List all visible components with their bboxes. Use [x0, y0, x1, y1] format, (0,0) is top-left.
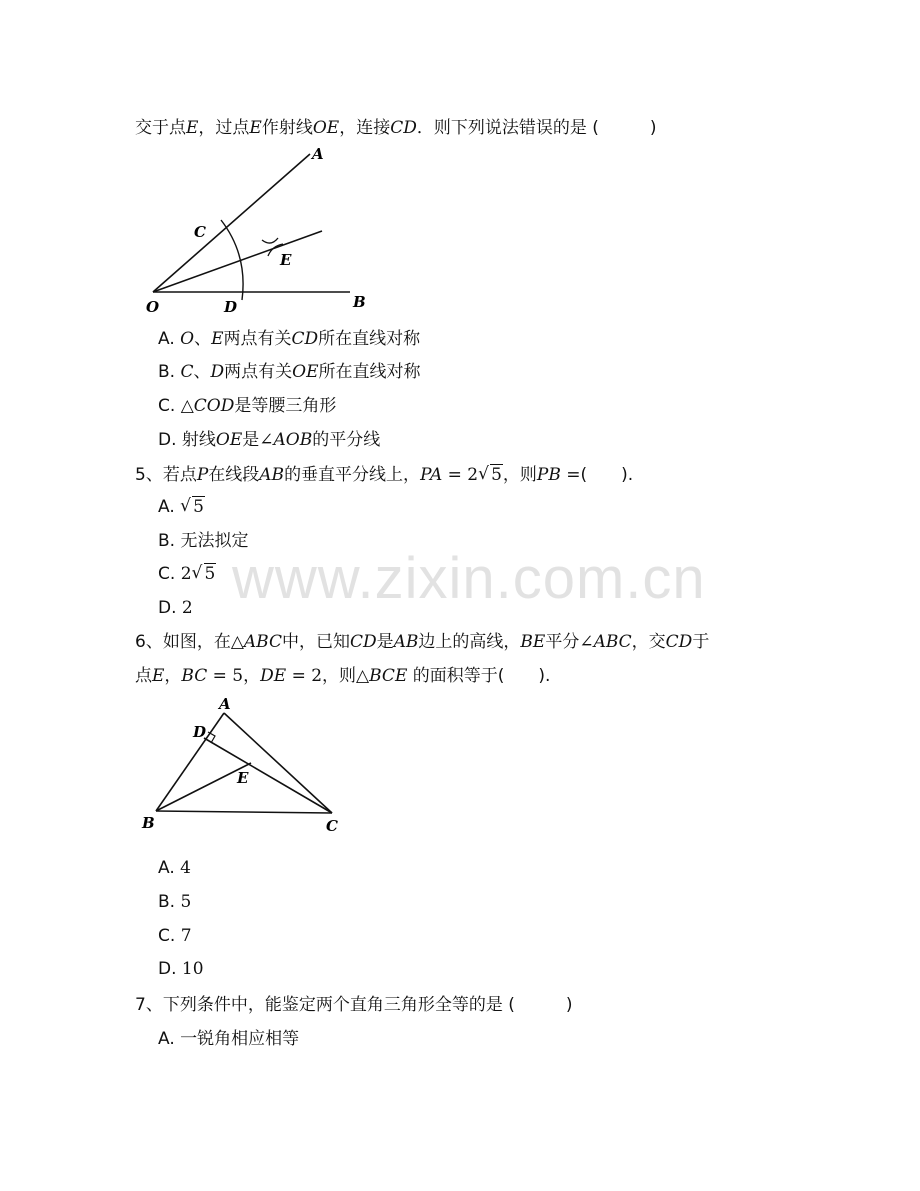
q4-segment-cd: CD: [390, 118, 417, 138]
q6-text: 平分: [545, 632, 580, 652]
q5-option-c[interactable]: [158, 563, 216, 585]
option-text: 、: [194, 329, 212, 349]
option-text: 、: [193, 362, 211, 382]
option-prefix: D. 射线: [158, 430, 216, 450]
option-math: OE: [292, 362, 319, 382]
label-b: B: [142, 814, 155, 832]
q6-math: DE: [260, 666, 287, 686]
option-math: 4: [180, 858, 191, 878]
q4-ray-oe: OE: [312, 118, 340, 138]
q4-option-c[interactable]: [158, 395, 336, 417]
q4-option-a[interactable]: [158, 328, 420, 350]
q6-text: ，: [243, 666, 261, 686]
label-o: O: [146, 298, 160, 316]
q6-math: BCE: [369, 666, 408, 686]
triangle-symbol: △: [230, 632, 244, 652]
option-math: COD: [193, 396, 235, 416]
option-text: 所在直线对称: [318, 362, 421, 382]
q5-math: PA: [420, 465, 443, 485]
q7-stem: 7、下列条件中，能鉴定两个直角三角形全等的是 ( ): [135, 995, 573, 1015]
option-prefix: C.: [158, 564, 181, 584]
label-c: C: [194, 223, 206, 241]
q6-option-d[interactable]: [158, 958, 204, 980]
option-text: B. 无法拟定: [158, 531, 249, 551]
option-prefix: A.: [158, 329, 181, 349]
q5-option-b[interactable]: [158, 530, 248, 552]
q6-text: 的面积等于( ).: [407, 666, 551, 686]
watermark: www.zixin.com.cn: [232, 546, 706, 611]
q5-option-a[interactable]: [158, 496, 205, 518]
option-math: 2: [181, 598, 193, 618]
q6-text: ，: [164, 666, 182, 686]
side-ac: [224, 713, 332, 813]
q6-text: 点: [135, 666, 152, 686]
option-math: C: [180, 362, 194, 382]
option-prefix: A.: [158, 858, 181, 878]
option-math: 10: [181, 959, 204, 979]
option-prefix: C.: [158, 396, 181, 416]
label-d: D: [224, 298, 238, 316]
option-text: 是等腰三角形: [234, 396, 337, 416]
q6-text: ，交: [631, 632, 666, 652]
q6-math: AB: [393, 632, 419, 652]
label-e: E: [280, 251, 292, 269]
q6-math: BC: [181, 666, 208, 686]
q5-text: 的垂直平分线上，: [284, 465, 421, 485]
q4-stem-text: ．则下列说法错误的是 ( ): [416, 118, 657, 138]
side-bc: [156, 811, 332, 813]
q5-math: = 2: [442, 465, 479, 485]
option-math: OE: [215, 430, 243, 450]
option-text: 的平分线: [312, 430, 381, 450]
option-math: D: [210, 362, 225, 382]
q6-option-a[interactable]: [158, 857, 191, 879]
q5-text: 在线段: [208, 465, 260, 485]
q6-math: = 5: [207, 666, 244, 686]
label-c: C: [326, 817, 338, 835]
q5-text: ，则: [502, 465, 537, 485]
q5-text: =( ).: [560, 465, 634, 485]
option-math: 2: [180, 564, 192, 584]
option-math: 5: [180, 892, 192, 912]
radicand: 5: [491, 465, 502, 485]
q5-option-d[interactable]: [158, 597, 193, 619]
option-math: O: [180, 329, 195, 349]
option-text: 两点有关: [223, 329, 292, 349]
q6-math: CD: [350, 632, 377, 652]
angle-symbol: ∠: [579, 632, 594, 652]
label-a: A: [219, 695, 231, 713]
label-e: E: [237, 769, 249, 787]
option-math: E: [211, 329, 224, 349]
sqrt-symbol: [180, 496, 205, 518]
triangle-symbol: △: [180, 396, 194, 416]
q6-text: 中，已知: [282, 632, 350, 652]
q5-stem: [135, 464, 633, 486]
option-text: 两点有关: [224, 362, 293, 382]
label-d: D: [193, 723, 207, 741]
q6-stem-line1: [135, 631, 709, 653]
q4-stem: [135, 117, 657, 139]
q5-text: 5、若点: [135, 465, 197, 485]
q6-stem-line2: [135, 665, 550, 687]
arc-cd: [221, 220, 243, 300]
triangle-symbol: △: [356, 666, 370, 686]
q4-stem-text: ，过点: [198, 118, 250, 138]
sqrt-symbol: [478, 464, 503, 486]
option-prefix: B.: [158, 892, 181, 912]
option-math: 7: [180, 926, 192, 946]
angle-symbol: ∠: [259, 430, 274, 450]
option-text: 是: [242, 430, 260, 450]
label-b: B: [353, 293, 366, 311]
option-text: 所在直线对称: [318, 329, 421, 349]
ray-oa: [153, 154, 310, 292]
radicand: 5: [204, 564, 216, 584]
option-math: CD: [291, 329, 319, 349]
q4-point-e: E: [249, 118, 262, 138]
option-prefix: D.: [158, 959, 182, 979]
altitude-cd: [204, 738, 332, 813]
q6-option-b[interactable]: [158, 891, 191, 913]
option-prefix: D.: [158, 598, 182, 618]
arc-e1: [262, 238, 278, 243]
q6-math: CD: [665, 632, 693, 652]
q6-text: 是: [376, 632, 394, 652]
q6-text: ，则: [322, 666, 357, 686]
q6-figure: [138, 693, 358, 843]
q5-math: P: [196, 465, 209, 485]
side-ab: [156, 713, 224, 811]
q6-math: = 2: [286, 666, 323, 686]
q4-option-b[interactable]: [158, 361, 421, 383]
q6-math: ABC: [593, 632, 632, 652]
q6-text: 6、如图，在: [135, 632, 231, 652]
q5-math: AB: [259, 465, 285, 485]
q4-point-e: E: [186, 118, 199, 138]
option-math: AOB: [273, 430, 313, 450]
q4-stem-text: 交于点: [135, 118, 186, 138]
q4-figure: [138, 140, 378, 320]
option-prefix: B.: [158, 362, 181, 382]
radicand: 5: [193, 497, 204, 517]
q6-math: BE: [520, 632, 546, 652]
q6-text: 边上的高线，: [418, 632, 521, 652]
sqrt-symbol: [192, 563, 217, 585]
q6-text: 于: [692, 632, 710, 652]
ray-oe: [153, 231, 322, 292]
q6-math: ABC: [243, 632, 282, 652]
q5-math: PB: [536, 465, 561, 485]
q6-math: E: [152, 666, 165, 686]
option-prefix: C.: [158, 926, 181, 946]
q7-option-a[interactable]: A. 一锐角相应相等: [158, 1029, 300, 1049]
q4-stem-text: 作射线: [261, 118, 313, 138]
q4-stem-text: ，连接: [339, 118, 391, 138]
label-a: A: [312, 145, 324, 163]
q4-option-d[interactable]: [158, 429, 380, 451]
q6-option-c[interactable]: [158, 925, 192, 947]
option-prefix: A.: [158, 497, 181, 517]
